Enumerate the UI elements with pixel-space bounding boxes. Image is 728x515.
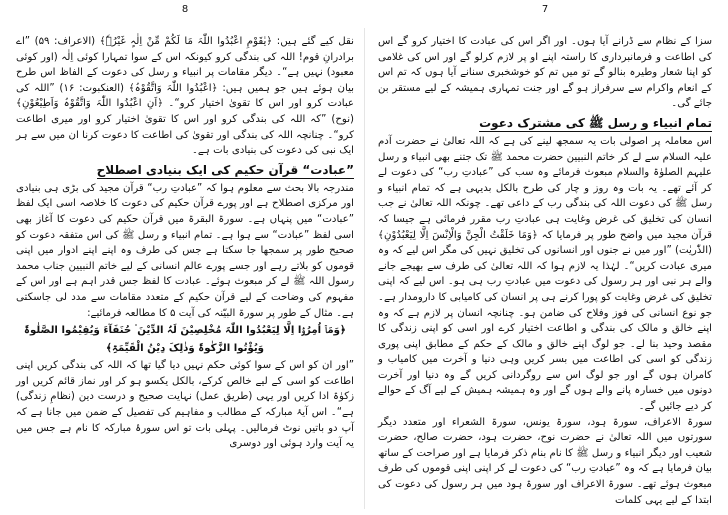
paragraph: ”اور ان کو اس کے سوا کوئی حکم نہیں دیا گیا تھا کہ اللہ کی بندگی کریں اپنی اطاعت کو اسی کے لیے خالص کرکے، بالکل یکسو ہو کر اور نماز قائم کریں اور زکوٰۃ ادا کریں اور یہی (طریق عمل) نہایت صحیح و درست دین (نظامِ زندگی) ہے“۔ اس آیۂ مبارکہ کے مطالب و مفاہیم کی تفصیل کے ضمن میں جانا ہے کہ آپ دو باتیں نوٹ فرمالیں۔ پہلی بات تو اس سورۂ مبارکہ کا نام ہے جس میں یہ آیت وارد ہوئی اور دوسری — [16, 360, 354, 450]
section-heading — [16, 162, 354, 179]
page-body — [16, 34, 354, 452]
paragraph: اس معاملہ پر اصولی بات یہ سمجھ لینے کی ہے کہ اللہ تعالیٰ نے حضرت آدم علیہ السلام سے لے کر خاتم النبیین حضرت محمد ﷺ تک جتنے بھی انبیاء و رسل علیہم الصلوٰۃ والسلام مبعوث فرمائے وہ سب کی ”عبادتِ رب“ کی دعوت لے کر آئے تھے۔ یہ بات وہ روز و چار کی طرح بالکل بدیہی ہے کہ تمام انبیاء و رسل ﷺ کی دعوت اللہ کی بندگی رب کے داعی تھے۔ چونکہ اللہ تعالیٰ نے جب انسان کی تخلیق کی غرض وغایت ہی عبادتِ رب مقرر فرمائی ہے جیسا کہ قرآن مجید میں واضح طور پر فرمایا کہ ﴿وَمَا خَلَقْتُ الْجِنَّ وَالْاِنْسَ اِلَّا لِیَعْبُدُوْنِ﴾ (الذّٰریٰت) ”اور میں نے جنوں اور انسانوں کی تخلیق نہیں کی مگر اس لیے کہ وہ میری عبادت کریں“۔ لہٰذا یہ لازم ہوا کہ اللہ تعالیٰ کی طرف سے بھیجے جانے والے ہر نبی اور ہر رسول کی دعوت میں عبادتِ رب ہی ہو۔ اس لیے کہ اپنی تخلیق کی غرض وغایت کو پورا کرنے ہی پر انسان کی کامیابی کا دارومدار ہے۔ جو نوع انسانی کی فوز وفلاح کی ضامن ہو۔ چنانچہ انسان پر لازم ہے کہ وہ اپنے خالق و مالک کی بندگی و اطاعت اختیار کرے اور اسی کو اپنی زندگی کا مقصد وحید بنا لے۔ جو لوگ اپنے خالق و مالک کے حکم کے مطابق اپنی پوری زندگی کو اسی کی اطاعت میں بسر کریں وہی دنیا و آخرت میں کامیاب و کامران ہوں گے اور جو لوگ اس سے روگردانی کریں گے وہ دنیا اور آخرت دونوں میں خسارہ پانے والے ہوں گے اور وہ ہمیشہ ہمیش کے لیے آگ کے حوالے کر دیے جائیں گے۔ — [378, 135, 712, 413]
paragraph: سورۃ الاعراف، سورۃ ہود، سورۃ یونس، سورۃ الشعراء اور متعدد دیگر سورتوں میں اللہ تعالیٰ نے حضرت نوح، حضرت ہود، حضرت صالح، حضرت شعیب اور دیگر انبیاء و رسل ﷺ کا نام بنام ذکر فرمایا ہے اور صراحت کے ساتھ بیان فرمایا ہے کہ وہ ”عبادتِ رب“ کی دعوت لے کر اپنی اپنی قوموں کی طرف مبعوث ہوئے تھے۔ سورۃ الاعراف اور سورۃ ہود میں ہر رسول کی دعوت کی ابتدا کے لیے یہی کلمات — [378, 416, 712, 506]
page-body — [378, 34, 712, 508]
paragraph: سزا کے نظام سے ڈرانے آیا ہوں۔ اور اگر اس کی عبادت کا اختیار کرو گے اس کی اطاعت و فرمانبرداری کا راستہ اپنے او پر لازم کرلو گے اور اس کی غلامی کو اپنا شعار وطیرہ بنالو گے تو میں تم کو خوشخبری سنانے آیا ہوں کہ تم اس کے انعام واکرام سے سرفراز ہو گے اور جنت تمہاری ہمیشہ کے لیے مستقر بن جائے گی۔ — [378, 36, 712, 110]
section-heading-text: تمام انبیاء و رسل ﷺ کی مشترک دعوت — [479, 115, 712, 130]
left-page — [12, 0, 358, 515]
quran-verse-line: ﴿وَمَاۤ اُمِرُوْۤا اِلَّا لِیَعْبُدُوا اللّٰہَ مُخْلِصِیْنَ لَہُ الدِّیْنَ ۬ حُنَفَآءَ وَیُقِیْمُوا الصَّلٰوۃَ — [24, 325, 346, 337]
section-heading-text: ”عبادت“ قرآن حکیم کی ایک بنیادی اصطلاح — [96, 162, 354, 177]
quran-verse-line: وَیُؤْتُوا الزَّکٰوۃَ وَذٰلِکَ دِیْنُ الْقَیِّمَۃِ﴾ — [106, 342, 264, 354]
page-number: 8 — [181, 4, 189, 15]
paragraph: نقل کیے گئے ہیں: ﴿یٰقَوْمِ اعْبُدُوا اللّٰہَ مَا لَکُمْ مِّنْ اِلٰہٍ غَیْرُہٗ﴾ (الاعراف: ۵۹) ”اے برادرانِ قوم! اللہ کی بندگی کرو کیونکہ اس کے سوا تمہارا کوئی اِلٰہ (اور کوئی معبود) نہیں ہے“۔ دیگر مقامات پر انبیاء و رسل کی دعوت کے الفاظ اس طرح بیان ہوئے ہیں جو ہمیں ہیں: ﴿اعْبُدُوا اللّٰہَ وَاتَّقُوْہُ﴾ (العنکبوت: ۱۶) ”اللہ کی عبادت کرو اور اس کا تقویٰ اختیار کرو“۔ ﴿اَنِ اعْبُدُوا اللّٰہَ وَاتَّقُوْہُ وَاَطِیْعُوْنِ﴾ (نوح) ”کہ اللہ کی بندگی کرو اور اس کا تقویٰ اختیار کرو اور میری اطاعت کرو“۔ چنانچہ اللہ کی بندگی اور تقویٰ کی اطاعت کا دعوت کرنا ان میں سے ہر ایک نبی کی دعوت کی بنیادی بات ہے۔ — [16, 36, 355, 157]
page-number: 7 — [541, 4, 549, 15]
section-heading — [378, 115, 712, 132]
gutter-divider — [364, 28, 365, 509]
paragraph: مندرجہ بالا بحث سے معلوم ہوا کہ ”عبادتِ رب“ قرآن مجید کی بڑی ہی بنیادی اور مرکزی اصطلاح ہے اور پورے قرآن حکیم کی دعوت کا خلاصہ اسی ایک لفظ ”عبادت“ میں پنہاں ہے۔ سورۃ البقرۃ میں قرآن حکیم کی دعوت کا آغاز بھی اسی لفظ ”عبادت“ سے ہوا ہے۔ تمام انبیاء و رسل ﷺ کی اس متفقہ دعوت کو صحیح طور پر سمجھا جا سکتا ہے جس کی طرف وہ اپنے اپنے ادوار میں اپنی قوموں کو بلاتے رہے اور جسے پورے عالم انسانی کے لیے خاتم النبیین جناب محمد رسول اللہ ﷺ لے کر مبعوث ہوئے۔ عبادت کا لفظ جس قدر اہم ہے اور اس کے مفہوم کی وضاحت کے لیے قرآن حکیم کے متعدد مقامات سے مدد لی جاسکتی ہے۔ مثال کے طور پر سورۃ البیّنہ کی آیت ۵ کا مطالعہ فرمائیے: — [16, 182, 354, 319]
right-page — [374, 0, 716, 515]
